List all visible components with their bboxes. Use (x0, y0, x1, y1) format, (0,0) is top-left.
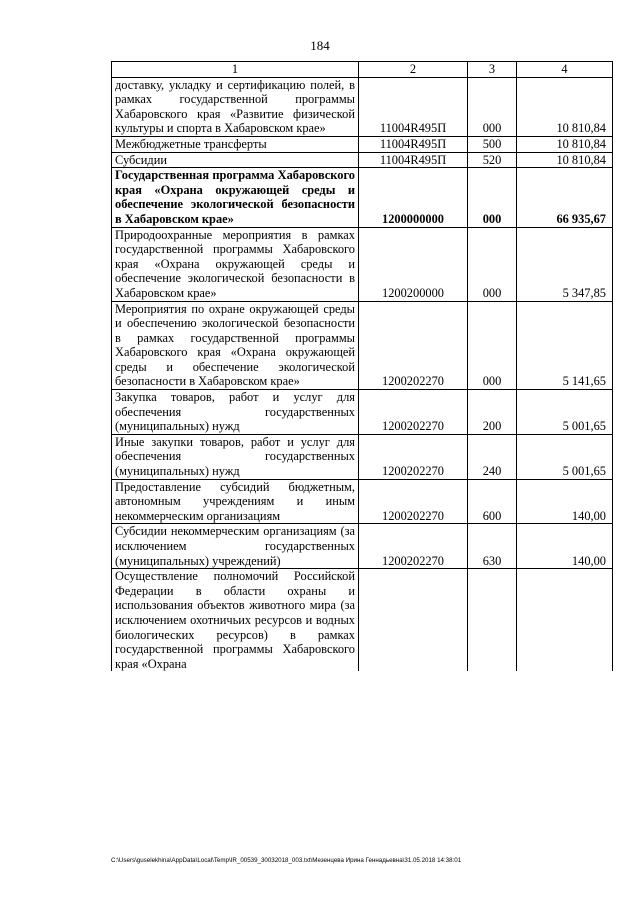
footer-file-path: C:\Users\guselekhina\AppData\Local\Temp\IR_00539_30032018_003.txt\Мезенцева Ирина Геннадьевна\31.05.2018 14:38:01 (111, 857, 462, 864)
row-sum: 66 935,67 (517, 168, 613, 227)
row-kvr: 240 (468, 434, 517, 479)
table-row (112, 569, 613, 672)
row-sum: 5 347,85 (517, 227, 613, 301)
row-code (359, 569, 468, 672)
row-sum: 140,00 (517, 479, 613, 524)
row-sum: 5 001,65 (517, 434, 613, 479)
row-sum: 10 810,84 (517, 136, 613, 152)
page-number: 184 (310, 38, 330, 53)
row-code: 1200000000 (359, 168, 468, 227)
row-code: 1200202270 (359, 301, 468, 390)
row-name: Иные закупки товаров, работ и услуг для обеспечения государственных (муниципальных) нужд (112, 434, 359, 479)
table-row (112, 152, 613, 168)
row-name: Закупка товаров, работ и услуг для обеспечения государственных (муниципальных) нужд (112, 390, 359, 435)
table-row (112, 301, 613, 390)
header-col-2: 2 (359, 62, 468, 78)
row-sum (517, 569, 613, 672)
row-kvr: 000 (468, 77, 517, 136)
row-code: 1200200000 (359, 227, 468, 301)
row-kvr (468, 569, 517, 672)
table-row (112, 524, 613, 569)
row-name: Природоохранные мероприятия в рамках государственной программы Хабаровского края «Охрана окружающей среды и обеспечение экологической безопасности в Хабаровском крае» (112, 227, 359, 301)
row-kvr: 000 (468, 301, 517, 390)
row-code: 11004R495П (359, 152, 468, 168)
row-kvr: 600 (468, 479, 517, 524)
row-name: Государственная программа Хабаровского края «Охрана окружающей среды и обеспечение экологической безопасности в Хабаровском крае» (112, 168, 359, 227)
header-col-4: 4 (517, 62, 613, 78)
row-kvr: 630 (468, 524, 517, 569)
row-code: 1200202270 (359, 524, 468, 569)
header-col-3: 3 (468, 62, 517, 78)
row-sum: 140,00 (517, 524, 613, 569)
row-sum: 10 810,84 (517, 152, 613, 168)
row-name: Межбюджетные трансферты (112, 136, 359, 152)
table-row (112, 479, 613, 524)
row-name: Предоставление субсидий бюджетным, автономным учреждениям и иным некоммерческим организациям (112, 479, 359, 524)
row-code: 11004R495П (359, 136, 468, 152)
row-name: доставку, укладку и сертификацию полей, в рамках государственной программы Хабаровского края «Развитие физической культуры и спорта в Хабаровском крае» (112, 77, 359, 136)
budget-table (111, 61, 613, 671)
table-row (112, 390, 613, 435)
row-name: Субсидии некоммерческим организациям (за исключением государственных (муниципальных) учреждений) (112, 524, 359, 569)
row-kvr: 200 (468, 390, 517, 435)
header-col-1: 1 (112, 62, 359, 78)
row-sum: 5 001,65 (517, 390, 613, 435)
row-code: 11004R495П (359, 77, 468, 136)
table-row (112, 168, 613, 227)
row-code: 1200202270 (359, 390, 468, 435)
row-sum: 10 810,84 (517, 77, 613, 136)
row-kvr: 520 (468, 152, 517, 168)
table-body (112, 77, 613, 671)
row-sum: 5 141,65 (517, 301, 613, 390)
row-kvr: 500 (468, 136, 517, 152)
row-code: 1200202270 (359, 434, 468, 479)
row-kvr: 000 (468, 168, 517, 227)
row-name: Мероприятия по охране окружающей среды и обеспечению экологической безопасности в рамках государственной программы Хабаровского края «Охрана окружающей среды и обеспечение экологической безопасности в Хабаровском крае» (112, 301, 359, 390)
row-code: 1200202270 (359, 479, 468, 524)
row-name: Осуществление полномочий Российской Федерации в области охраны и использования объектов животного мира (за исключением охотничьих ресурсов и водных биологических ресурсов) в рамках государственной программы Хабаровского края «Охрана (112, 569, 359, 672)
row-name: Субсидии (112, 152, 359, 168)
table-row (112, 136, 613, 152)
row-kvr: 000 (468, 227, 517, 301)
table-row (112, 77, 613, 136)
table-header-row (112, 62, 613, 78)
table-row (112, 227, 613, 301)
table-row (112, 434, 613, 479)
